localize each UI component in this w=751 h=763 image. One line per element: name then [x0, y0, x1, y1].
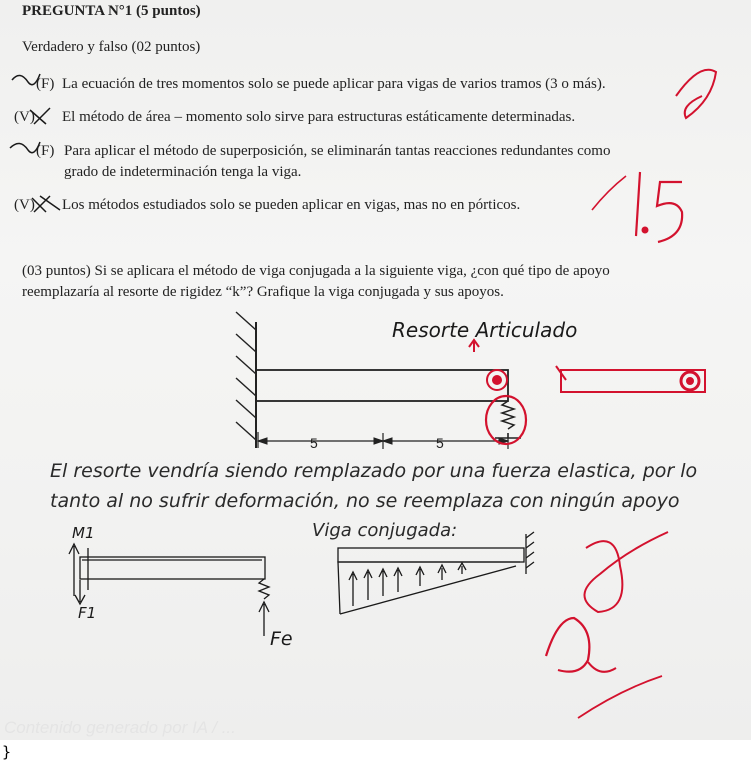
- handwritten-sketches: [69, 532, 534, 636]
- stray-brace: }: [2, 743, 12, 761]
- force-fe-label: Fe: [270, 628, 293, 650]
- watermark: Contenido generado por IA / ...: [4, 718, 236, 737]
- answer-line-1: El resorte vendría siendo remplazado por una fuerza elastica, por lo: [50, 460, 698, 482]
- score-digit-1: [636, 172, 640, 236]
- statement-3-text: Para aplicar el método de superposición, se eliminarán tantas reacciones redundantes como: [64, 143, 611, 159]
- force-f1-label: F1: [78, 604, 97, 622]
- spring-support: [502, 401, 514, 438]
- handwritten-mark-strokes: [10, 74, 60, 212]
- score-digit-5: [657, 182, 682, 242]
- statement-2-mark: (V): [14, 109, 35, 125]
- question-title: PREGUNTA N°1 (5 puntos): [22, 3, 201, 19]
- statement-3-continuation: grado de indeterminación tenga la viga.: [64, 164, 302, 180]
- dimension-left: 5: [310, 435, 318, 451]
- free-body-diagram: [69, 544, 269, 636]
- part2-line-2: reemplazaría al resorte de rigidez “k”? Grafique la viga conjugada y sus apoyos.: [22, 284, 504, 300]
- grader-cross-mark: [584, 532, 668, 612]
- beam: [256, 370, 508, 401]
- force-f1-arrow: [75, 580, 85, 604]
- spring-label: Resorte Articulado: [392, 318, 578, 342]
- statement-1-mark: (F): [36, 76, 55, 92]
- statement-1-text: La ecuación de tres momentos solo se puede aplicar para vigas de varios tramos (3 o más).: [62, 76, 606, 92]
- dimension-right: 5: [436, 435, 444, 451]
- part2-line-1: (03 puntos) Si se aplicara el método de viga conjugada a la siguiente viga, ¿con qué tipo de apoyo: [22, 263, 610, 279]
- statement-4-text: Los métodos estudiados solo se pueden aplicar en vigas, mas no en pórticos.: [62, 197, 521, 213]
- part1-heading: Verdadero y falso (02 puntos): [22, 39, 201, 55]
- moment-label: M1: [72, 524, 95, 542]
- answer-line-2: tanto al no sufrir deformación, no se reemplaza con ningún apoyo: [50, 490, 680, 512]
- conjugate-beam-sketch: [338, 532, 534, 614]
- score-zero: [546, 618, 589, 672]
- conjugate-beam-label: Viga conjugada:: [312, 520, 458, 541]
- wall-hatching: [236, 312, 256, 440]
- red-ink-annotations: [469, 70, 716, 718]
- statement-4-mark: (V): [14, 197, 35, 213]
- moment-arrow: [69, 544, 79, 596]
- sketch-spring: [259, 579, 269, 599]
- force-fe-arrow: [259, 602, 269, 636]
- statement-3-mark: (F): [36, 143, 55, 159]
- grader-check-mark: [676, 70, 716, 118]
- statement-2-text: El método de área – momento solo sirve para estructuras estáticamente determinadas.: [62, 109, 576, 125]
